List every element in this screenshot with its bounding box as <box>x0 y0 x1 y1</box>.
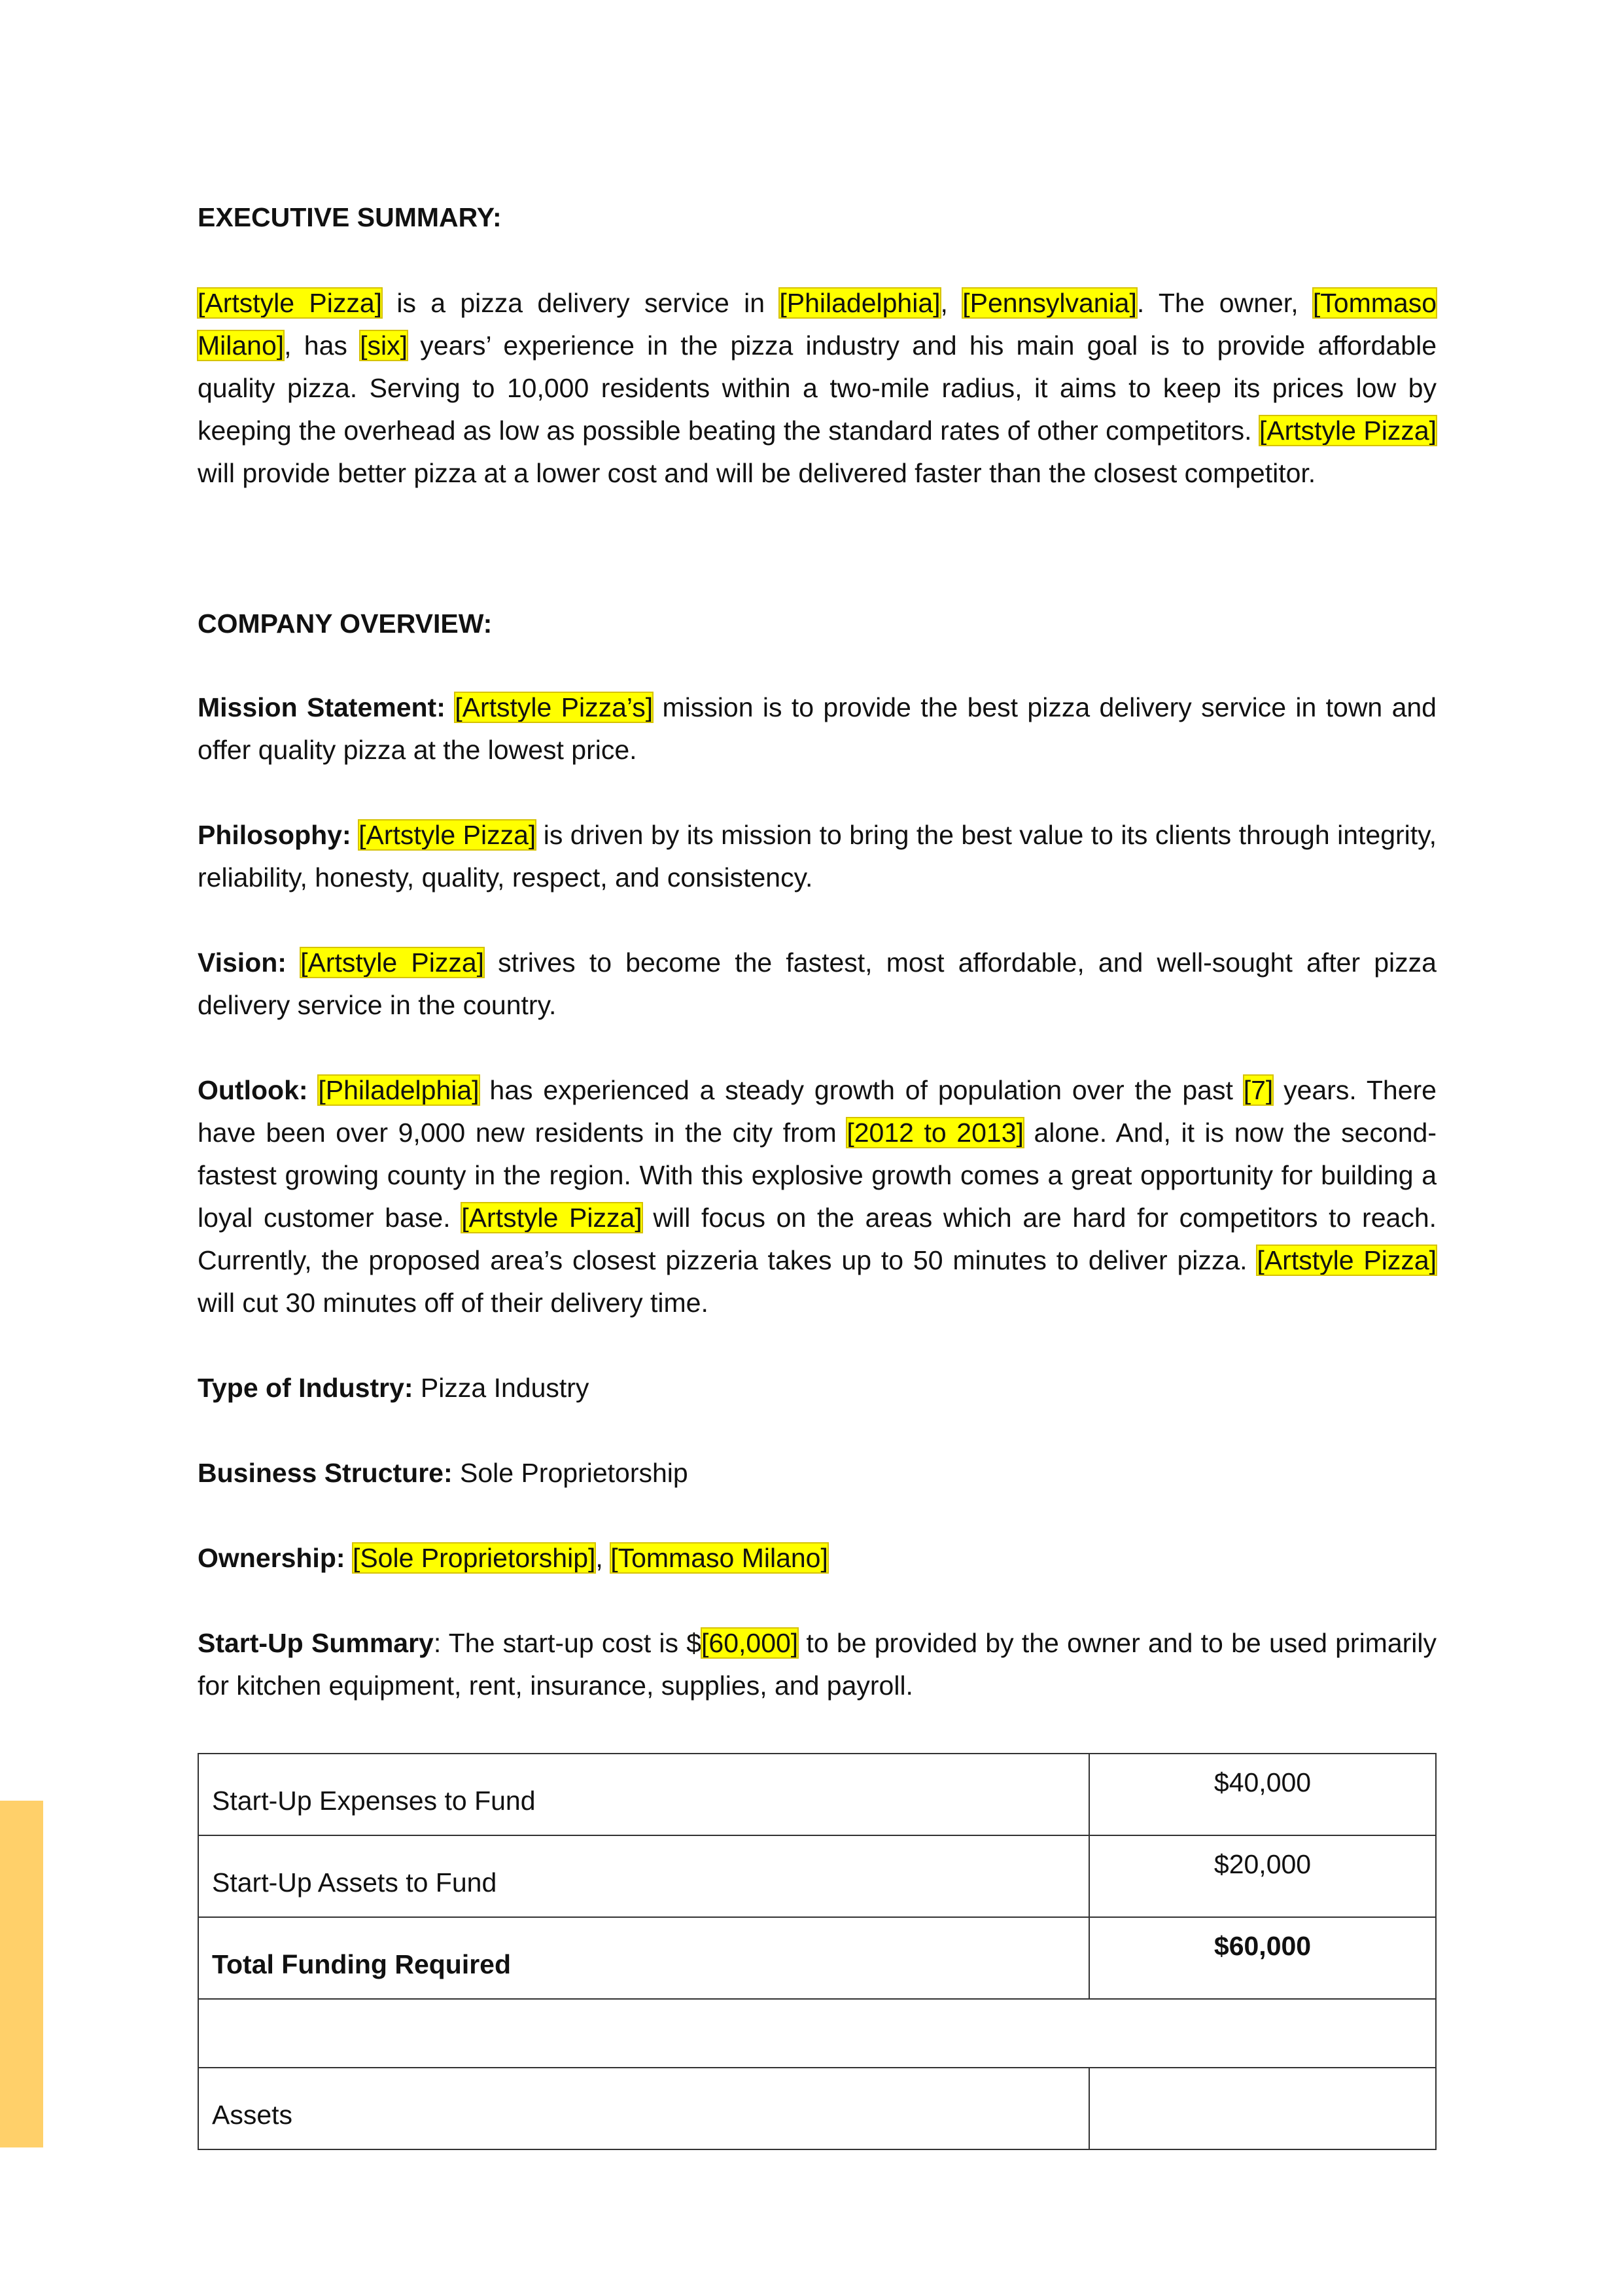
text-run: Pizza Industry <box>413 1373 589 1403</box>
text-run: , <box>940 288 963 318</box>
assets-value-cell <box>1089 2068 1436 2149</box>
mission-statement-paragraph <box>198 686 1437 771</box>
text-run: strives to become the fastest, most affordable, and well-sought after pizza delivery service in the country. <box>198 947 1437 1020</box>
placeholder-years: [six] <box>360 330 408 361</box>
funding-row-label: Start-Up Assets to Fund <box>198 1835 1089 1917</box>
executive-summary-heading: EXECUTIVE SUMMARY: <box>198 202 502 232</box>
text-run: : The start-up cost is $ <box>433 1628 702 1658</box>
outlook-label: Outlook: <box>198 1075 308 1105</box>
table-row-empty <box>198 1999 1436 2068</box>
text-run: , has <box>284 330 360 361</box>
industry-label: Type of Industry: <box>198 1373 413 1403</box>
placeholder-company-name: [Artstyle Pizza] <box>358 820 536 850</box>
table-row <box>198 1835 1436 1917</box>
text-run: is a pizza delivery service in <box>382 288 780 318</box>
placeholder-company-name: [Artstyle Pizza’s] <box>455 692 654 722</box>
placeholder-year-range: [2012 to 2013] <box>846 1118 1024 1148</box>
vision-label: Vision: <box>198 947 287 978</box>
philosophy-paragraph <box>198 814 1437 899</box>
text-run: , <box>595 1543 611 1573</box>
funding-table <box>198 1753 1437 2150</box>
text-run: Sole Proprietorship <box>452 1458 688 1488</box>
table-row <box>198 1754 1436 1835</box>
funding-row-label: Start-Up Expenses to Fund <box>198 1754 1089 1835</box>
table-row-total <box>198 1917 1436 1999</box>
assets-label: Assets <box>198 2068 1089 2149</box>
placeholder-owner-name: [Tommaso Milano] <box>610 1543 828 1573</box>
text-run: is driven by its mission to bring the best value to its clients through integrity, reliability, honesty, quality, respect, and consistency. <box>198 820 1437 892</box>
text-run: years. There have been over 9,000 new residents in the city from <box>198 1075 1437 1148</box>
placeholder-state: [Pennsylvania] <box>962 288 1137 318</box>
placeholder-owner-name: [Tommaso Milano] <box>198 288 1437 361</box>
executive-summary-paragraph <box>198 282 1437 495</box>
startup-summary-label: Start-Up Summary <box>198 1628 434 1658</box>
text-run: years’ experience in the pizza industry and his main goal is to provide affordable quality pizza. Serving to 10,000 residents within a two-mile radius, it aims to keep its prices low by keeping the overhead as low as possible beating the standard rates of other competitors. <box>198 330 1437 446</box>
outlook-paragraph <box>198 1069 1437 1324</box>
placeholder-structure: [Sole Proprietorship] <box>352 1543 596 1573</box>
placeholder-city: [Philadelphia] <box>318 1075 480 1105</box>
text-run: mission is to provide the best pizza delivery service in town and offer quality pizza at the lowest price. <box>198 692 1437 765</box>
company-overview-heading: COMPANY OVERVIEW: <box>198 609 493 639</box>
funding-row-value: $40,000 <box>1089 1754 1436 1835</box>
funding-total-value: $60,000 <box>1089 1917 1436 1999</box>
text-run: will cut 30 minutes off of their delivery time. <box>198 1288 708 1318</box>
text-run: to be provided by the owner and to be used primarily for kitchen equipment, rent, insurance, supplies, and payroll. <box>198 1628 1437 1701</box>
placeholder-company-name: [Artstyle Pizza] <box>198 288 383 318</box>
empty-cell <box>198 1999 1436 2068</box>
accent-bar <box>0 1801 43 2147</box>
table-row <box>198 2068 1436 2149</box>
text-run: . The owner, <box>1136 288 1313 318</box>
business-structure-paragraph <box>198 1452 1437 1494</box>
placeholder-company-name: [Artstyle Pizza] <box>1257 1245 1437 1275</box>
business-structure-label: Business Structure: <box>198 1458 453 1488</box>
ownership-label: Ownership: <box>198 1543 345 1573</box>
placeholder-company-name: [Artstyle Pizza] <box>461 1203 642 1233</box>
mission-statement-label: Mission Statement: <box>198 692 445 722</box>
vision-paragraph <box>198 942 1437 1027</box>
text-run: alone. And, it is now the second-fastest growing county in the region. With this explosive growth comes a great opportunity for building a loyal customer base. <box>198 1118 1437 1233</box>
placeholder-company-name: [Artstyle Pizza] <box>1259 415 1437 446</box>
philosophy-label: Philosophy: <box>198 820 351 850</box>
funding-row-value: $20,000 <box>1089 1835 1436 1917</box>
document-page <box>198 196 1437 2150</box>
text-run: will provide better pizza at a lower cost and will be delivered faster than the closest competitor. <box>198 458 1316 488</box>
funding-total-label: Total Funding Required <box>198 1917 1089 1999</box>
industry-paragraph <box>198 1367 1437 1409</box>
placeholder-years: [7] <box>1243 1075 1274 1105</box>
placeholder-city: [Philadelphia] <box>779 288 941 318</box>
text-run: has experienced a steady growth of population over the past <box>479 1075 1244 1105</box>
ownership-paragraph <box>198 1537 1437 1580</box>
placeholder-company-name: [Artstyle Pizza] <box>300 947 485 978</box>
startup-summary-paragraph <box>198 1622 1437 1707</box>
placeholder-startup-cost: [60,000] <box>701 1628 799 1658</box>
text-run: will focus on the areas which are hard for competitors to reach. Currently, the proposed area’s closest pizzeria takes up to 50 minutes to deliver pizza. <box>198 1203 1437 1275</box>
